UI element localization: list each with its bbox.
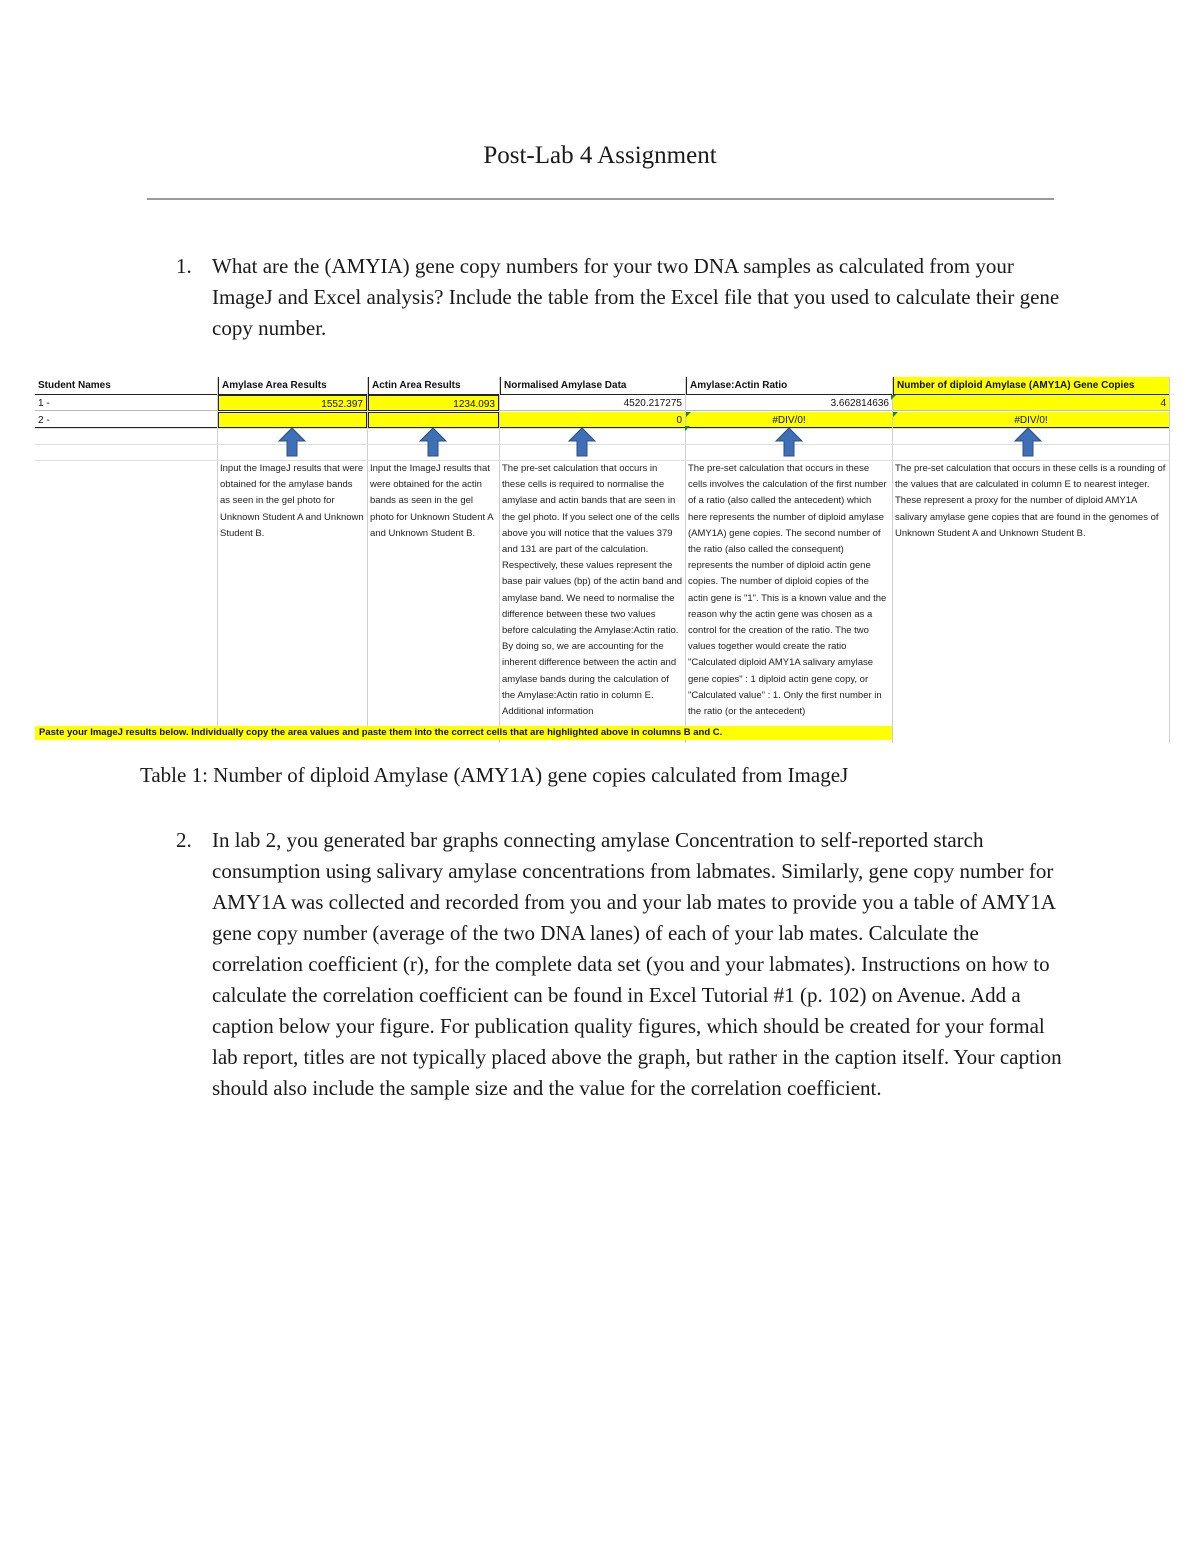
header-student-names: Student Names: [35, 377, 217, 395]
row2-amylase-area: [218, 412, 367, 428]
row1-actin-area: 1234.093: [368, 395, 499, 411]
page-title: Post-Lab 4 Assignment: [483, 142, 717, 169]
row1-student: 1 -: [35, 395, 217, 411]
row1-amylase-area: 1552.397: [218, 395, 367, 411]
question-2-number: 2.: [176, 828, 192, 852]
row1-gene-copies: 4: [893, 395, 1169, 411]
paste-instruction: Paste your ImageJ results below. Individually copy the area values and paste them into the correct cells that are highlighted above in columns B and C.: [35, 726, 892, 740]
header-ratio: Amylase:Actin Ratio: [686, 377, 892, 395]
up-arrow-icon: [774, 427, 804, 457]
up-arrow-icon: [567, 427, 597, 457]
row1-normalised: 4520.217275: [500, 395, 685, 411]
row1-ratio: 3.662814636: [686, 395, 892, 411]
header-gene-copies: Number of diploid Amylase (AMY1A) Gene Copies: [893, 377, 1169, 395]
question-1: [176, 251, 1062, 344]
question-2-text: In lab 2, you generated bar graphs connecting amylase Concentration to self-reported starch consumption using salivary amylase concentrations from labmates. Similarly, gene copy number for AMY1A was collected and recorded from you and your lab mates to provide you a table of AMY1A gene copy number (average of the two DNA lanes) of each of your lab mates. Calculate the correlation coefficient (r), for the complete data set (you and your labmates). Instructions on how to calculate the correlation coefficient can be found in Excel Tutorial #1 (p. 102) on Avenue. Add a caption below your figure. For publication quality figures, which should be created for your formal lab report, titles are not typically placed above the graph, but rather in the caption itself. Your caption should also include the sample size and the value for the correlation coefficient.: [212, 828, 1062, 1100]
description-ratio: The pre-set calculation that occurs in these cells involves the calculation of the first number of a ratio (also called the antecedent) which here represents the number of diploid amylase (AMY1A) gene copies. The second number of the ratio (also called the consequent) represents the number of diploid actin gene copies. The number of diploid copies of the actin gene is "1". This is a known value and the reason why the actin gene was chosen as a control for the creation of the ratio. The two values together would create the ratio "Calculated diploid AMY1A salivary amylase gene copies" : 1 diploid actin gene copy, or "Calculated value" : 1. Only the first number in the ratio (or the antecedent): [688, 463, 887, 718]
error-marker: [891, 395, 896, 400]
error-marker: [893, 412, 898, 417]
row2-normalised: 0: [500, 412, 685, 428]
table-caption: Table 1: Number of diploid Amylase (AMY1A) gene copies calculated from ImageJ: [140, 763, 849, 787]
up-arrow-icon: [277, 427, 307, 457]
error-marker: [686, 412, 691, 417]
description-normalised: The pre-set calculation that occurs in these cells is required to normalise the amylase and actin bands that are seen in the gel photo. If you select one of the cells above you will notice that the values 379 and 131 are part of the calculation. Respectively, these values represent the base pair values (bp) of the actin band and amylase band. We need to normalise the difference between these two values before calculating the Amylase:Actin ratio. By doing so, we are accounting for the inherent difference between the actin and amylase bands during the calculation of the Amylase:Actin ratio in column E. Additional information: [502, 463, 683, 718]
question-1-number: 1.: [176, 254, 192, 278]
grid-line: [35, 444, 1170, 445]
description-actin-area: Input the ImageJ results that were obtained for the actin bands as seen in the gel photo for Unknown Student A and Unknown Student B.: [370, 463, 494, 539]
header-amylase-area: Amylase Area Results: [218, 377, 367, 395]
row2-ratio: #DIV/0!: [686, 412, 892, 428]
row2-student: 2 -: [35, 412, 217, 428]
grid-line: [1169, 377, 1170, 743]
up-arrow-icon: [1013, 427, 1043, 457]
up-arrow-icon: [418, 427, 448, 457]
header-actin-area: Actin Area Results: [368, 377, 499, 395]
row2-actin-area: [368, 412, 499, 428]
header-normalised-amylase: Normalised Amylase Data: [500, 377, 685, 395]
title-divider: [147, 198, 1054, 200]
description-amylase-area: Input the ImageJ results that were obtained for the amylase bands as seen in the gel photo for Unknown Student A and Unknown Student B.: [220, 463, 364, 539]
grid-line: [35, 428, 1170, 429]
error-marker: [685, 426, 690, 431]
row2-gene-copies: #DIV/0!: [893, 412, 1169, 428]
question-1-text: What are the (AMYIA) gene copy numbers for your two DNA samples as calculated from your ImageJ and Excel analysis? Include the table from the Excel file that you used to calculate their gene copy number.: [212, 254, 1060, 340]
excel-table: [35, 377, 1170, 743]
question-2: [176, 825, 1062, 1104]
description-gene-copies: The pre-set calculation that occurs in these cells is a rounding of the values that are calculated in column E to nearest integer. These represent a proxy for the number of diploid AMY1A salivary amylase gene copies that are found in the genomes of Unknown Student A and Unknown Student B.: [895, 463, 1166, 539]
